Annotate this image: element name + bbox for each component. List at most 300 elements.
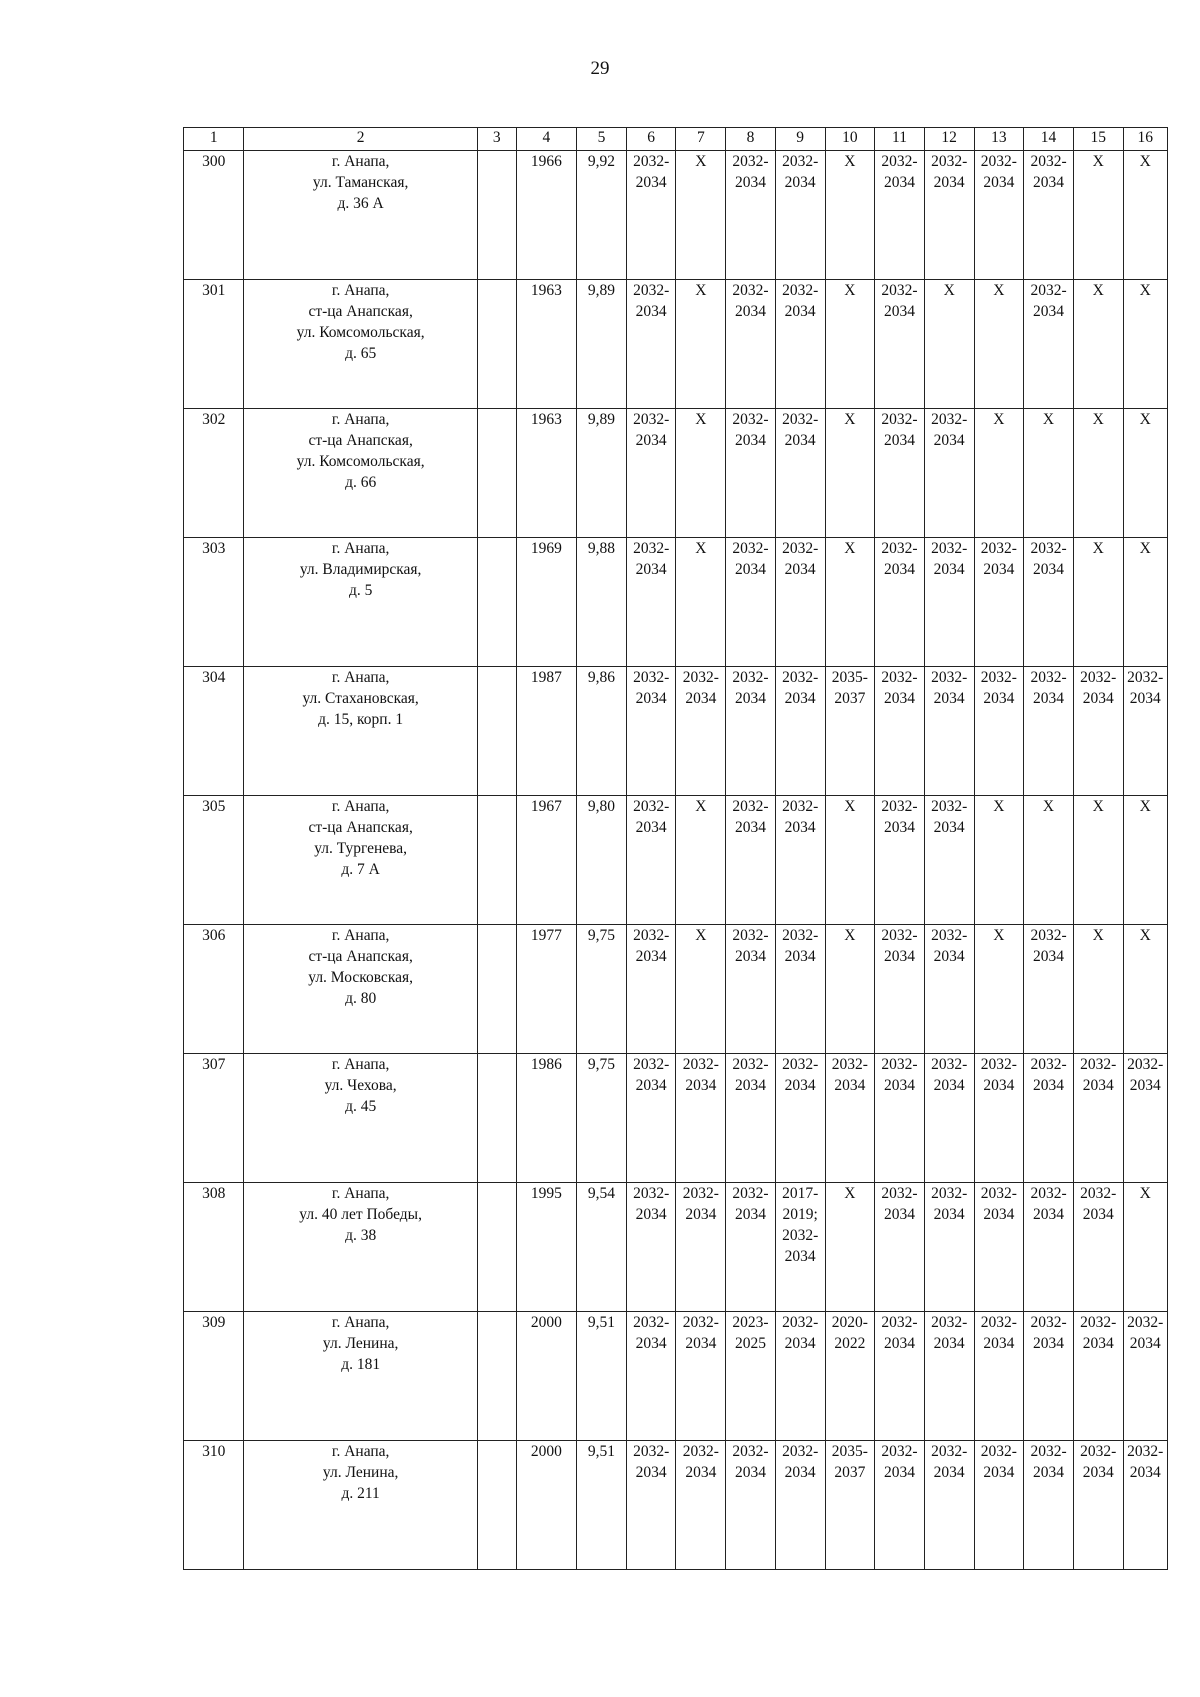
period-line: 2034 — [1129, 1464, 1161, 1481]
period-line: 2034 — [635, 174, 667, 191]
period-line: 2034 — [1033, 948, 1065, 965]
period-cell — [924, 667, 974, 796]
table-row — [184, 796, 1168, 925]
period-line: 2032- — [881, 1314, 918, 1331]
numeric-value: 9,80 — [587, 798, 616, 815]
row-number: 306 — [202, 927, 226, 944]
column-header: 5 — [577, 128, 627, 151]
year-cell — [516, 409, 576, 538]
period-line: 2032- — [682, 1056, 719, 1073]
table-header — [184, 128, 1168, 151]
period-cell — [775, 1054, 825, 1183]
period-line: 2032- — [980, 153, 1017, 170]
period-line: 2032- — [980, 669, 1017, 686]
column-3-cell — [477, 925, 516, 1054]
row-number-cell — [184, 151, 244, 280]
period-line: 2032- — [831, 1056, 868, 1073]
period-line: 2032- — [633, 1185, 670, 1202]
row-number-cell — [184, 796, 244, 925]
period-line: 2032- — [881, 927, 918, 944]
row-number-cell — [184, 409, 244, 538]
column-header: 9 — [775, 128, 825, 151]
period-cell — [726, 796, 776, 925]
column-3-cell — [477, 1183, 516, 1312]
column-3-cell — [477, 1312, 516, 1441]
period-cell — [825, 667, 875, 796]
period-line: Х — [993, 282, 1005, 299]
period-line: 2034 — [1129, 1077, 1161, 1094]
period-line: 2034 — [1129, 690, 1161, 707]
period-line: 2032- — [782, 1443, 819, 1460]
row-number-cell — [184, 667, 244, 796]
row-number: 302 — [202, 411, 226, 428]
address-line: д. 65 — [345, 345, 377, 362]
period-line: 2034 — [884, 690, 915, 707]
address-line: ст-ца Анапская, — [308, 432, 413, 449]
period-line: 2034 — [734, 1206, 766, 1223]
period-line: Х — [1042, 411, 1055, 428]
numeric-value: 9,54 — [587, 1185, 616, 1202]
period-cell — [924, 925, 974, 1054]
period-cell — [875, 151, 925, 280]
period-cell — [726, 1054, 776, 1183]
period-cell — [626, 925, 676, 1054]
address-cell — [244, 667, 477, 796]
period-line: Х — [695, 282, 707, 299]
period-line: 2034 — [933, 690, 965, 707]
numeric-value: 9,51 — [587, 1443, 616, 1460]
period-cell — [924, 1183, 974, 1312]
period-line: 2032- — [1080, 1056, 1117, 1073]
period-line: 2032- — [881, 798, 918, 815]
period-cell — [1024, 796, 1074, 925]
period-line: 2032- — [1127, 1314, 1164, 1331]
period-cell — [1073, 1054, 1123, 1183]
period-line: 2032- — [1127, 1056, 1164, 1073]
row-number: 303 — [202, 540, 226, 557]
period-cell — [626, 1441, 676, 1570]
column-3-cell — [477, 409, 516, 538]
table-row — [184, 1054, 1168, 1183]
period-line: 2034 — [1082, 1335, 1114, 1352]
period-cell — [924, 538, 974, 667]
period-cell — [775, 538, 825, 667]
period-line: 2019; — [782, 1206, 818, 1223]
address-line: ул. Владимирская, — [299, 561, 422, 578]
period-line: 2034 — [1082, 1077, 1114, 1094]
period-cell — [676, 1312, 726, 1441]
period-line: 2034 — [884, 174, 915, 191]
period-cell — [726, 538, 776, 667]
column-header: 10 — [825, 128, 875, 151]
address-cell — [244, 925, 477, 1054]
row-number: 307 — [202, 1056, 226, 1073]
period-line: 2032- — [633, 1056, 670, 1073]
address-cell — [244, 796, 477, 925]
period-cell — [875, 538, 925, 667]
period-line: 2032- — [931, 1056, 968, 1073]
period-line: 2034 — [734, 690, 766, 707]
period-line: 2034 — [884, 561, 915, 578]
address-line: г. Анапа, — [331, 1314, 390, 1331]
period-cell — [1024, 1312, 1074, 1441]
period-line: Х — [1092, 540, 1104, 557]
row-number: 309 — [202, 1314, 226, 1331]
table-row — [184, 1183, 1168, 1312]
period-line: 2032- — [633, 540, 670, 557]
period-line: 2034 — [1033, 174, 1065, 191]
period-cell — [875, 925, 925, 1054]
address-line: ул. Ленина, — [322, 1335, 399, 1352]
period-line: 2034 — [635, 1206, 667, 1223]
period-cell — [1123, 1054, 1167, 1183]
year-value: 1987 — [530, 669, 562, 686]
period-cell — [626, 409, 676, 538]
period-line: 2032- — [732, 1056, 769, 1073]
period-line: 2032- — [732, 927, 769, 944]
value-cell — [577, 151, 627, 280]
period-line: 2032- — [732, 540, 769, 557]
period-line: 2032- — [682, 1443, 719, 1460]
year-value: 1967 — [530, 798, 562, 815]
row-number-cell — [184, 1312, 244, 1441]
address-line: д. 38 — [345, 1227, 377, 1244]
period-cell — [1123, 667, 1167, 796]
period-cell — [676, 1441, 726, 1570]
period-cell — [726, 1441, 776, 1570]
address-line: д. 36 А — [337, 195, 384, 212]
period-line: 2032- — [1030, 1056, 1067, 1073]
period-line: 2032- — [980, 1443, 1017, 1460]
address-cell — [244, 1183, 477, 1312]
period-line: 2032- — [782, 540, 819, 557]
period-line: 2034 — [784, 1248, 816, 1265]
period-cell — [626, 1054, 676, 1183]
year-cell — [516, 796, 576, 925]
table-row — [184, 925, 1168, 1054]
period-cell — [1024, 280, 1074, 409]
year-value: 1963 — [530, 282, 562, 299]
period-line: Х — [1139, 411, 1151, 428]
period-line: 2032- — [980, 1056, 1017, 1073]
year-cell — [516, 280, 576, 409]
period-line: 2034 — [635, 1077, 667, 1094]
period-line: 2034 — [983, 1464, 1015, 1481]
period-line: 2022 — [834, 1335, 866, 1352]
period-cell — [626, 1312, 676, 1441]
period-line: 2034 — [685, 1077, 717, 1094]
period-line: 2032- — [782, 669, 819, 686]
period-line: 2032- — [732, 153, 769, 170]
period-line: 2034 — [1033, 1464, 1065, 1481]
page-number: 29 — [590, 58, 610, 79]
year-cell — [516, 1441, 576, 1570]
period-cell — [974, 151, 1024, 280]
period-cell — [775, 667, 825, 796]
period-line: 2032- — [1030, 1443, 1067, 1460]
period-cell — [825, 925, 875, 1054]
period-cell — [974, 925, 1024, 1054]
period-cell — [875, 409, 925, 538]
period-line: 2034 — [884, 1464, 915, 1481]
period-line: 2032- — [1030, 540, 1067, 557]
column-header: 2 — [244, 128, 477, 151]
period-cell — [1123, 538, 1167, 667]
period-cell — [626, 280, 676, 409]
period-cell — [1073, 1183, 1123, 1312]
period-line: 2034 — [685, 1206, 717, 1223]
year-cell — [516, 667, 576, 796]
column-header: 6 — [626, 128, 676, 151]
period-line: 2034 — [933, 819, 965, 836]
period-line: 2034 — [933, 948, 965, 965]
period-line: 2034 — [1033, 1206, 1065, 1223]
value-cell — [577, 538, 627, 667]
address-line: д. 5 — [348, 582, 373, 599]
period-cell — [924, 280, 974, 409]
period-cell — [1073, 1441, 1123, 1570]
address-line: ул. Таманская, — [312, 174, 409, 191]
period-cell — [1073, 667, 1123, 796]
period-cell — [775, 1441, 825, 1570]
year-cell — [516, 1312, 576, 1441]
period-line: 2034 — [784, 561, 816, 578]
period-line: Х — [844, 1185, 856, 1202]
period-line: 2034 — [635, 561, 667, 578]
period-cell — [1073, 280, 1123, 409]
table-row — [184, 1441, 1168, 1570]
period-line: Х — [1092, 927, 1104, 944]
period-line: 2032- — [931, 798, 968, 815]
period-line: 2032- — [782, 411, 819, 428]
period-line: 2032- — [980, 1185, 1017, 1202]
period-cell — [974, 409, 1024, 538]
numeric-value: 9,89 — [587, 282, 616, 299]
column-header: 16 — [1123, 128, 1167, 151]
year-cell — [516, 925, 576, 1054]
period-line: Х — [1042, 798, 1055, 815]
period-line: 2034 — [1033, 303, 1065, 320]
column-3-cell — [477, 667, 516, 796]
period-line: 2032- — [782, 798, 819, 815]
column-3-cell — [477, 1441, 516, 1570]
period-cell — [726, 667, 776, 796]
period-line: 2034 — [635, 1464, 667, 1481]
address-line: д. 15, корп. 1 — [318, 711, 404, 728]
period-line: 2034 — [933, 561, 965, 578]
period-line: 2032- — [931, 1314, 968, 1331]
period-line: 2034 — [635, 432, 667, 449]
column-3-cell — [477, 796, 516, 925]
period-cell — [1123, 1312, 1167, 1441]
period-cell — [974, 1054, 1024, 1183]
period-line: Х — [1092, 411, 1104, 428]
period-line: 2034 — [635, 819, 667, 836]
period-line: 2034 — [734, 561, 766, 578]
address-cell — [244, 151, 477, 280]
address-cell — [244, 538, 477, 667]
numeric-value: 9,88 — [587, 540, 616, 557]
period-line: 2034 — [784, 819, 816, 836]
year-value: 1995 — [530, 1185, 562, 1202]
column-3-cell — [477, 151, 516, 280]
period-line: 2034 — [884, 303, 915, 320]
period-cell — [775, 409, 825, 538]
period-line: Х — [993, 798, 1005, 815]
period-line: Х — [943, 282, 955, 299]
period-line: 2034 — [933, 1206, 965, 1223]
numeric-value: 9,75 — [587, 1056, 616, 1073]
period-line: 2032- — [633, 1443, 670, 1460]
period-line: Х — [695, 540, 707, 557]
period-cell — [924, 1312, 974, 1441]
address-cell — [244, 1441, 477, 1570]
period-line: 2034 — [983, 561, 1015, 578]
row-number: 305 — [202, 798, 226, 815]
period-cell — [775, 1312, 825, 1441]
period-line: 2032- — [1080, 1185, 1117, 1202]
period-line: 2032- — [1080, 669, 1117, 686]
address-line: г. Анапа, — [331, 1056, 390, 1073]
period-line: 2034 — [933, 1077, 965, 1094]
year-value: 2000 — [530, 1314, 562, 1331]
column-header: 7 — [676, 128, 726, 151]
address-line: ул. Стахановская, — [302, 690, 419, 707]
period-line: 2032- — [931, 1185, 968, 1202]
address-line: г. Анапа, — [331, 1443, 390, 1460]
value-cell — [577, 280, 627, 409]
year-cell — [516, 151, 576, 280]
row-number: 300 — [202, 153, 226, 170]
period-line: 2032- — [1030, 1185, 1067, 1202]
period-line: Х — [844, 540, 856, 557]
table-row — [184, 409, 1168, 538]
period-line: Х — [1139, 282, 1151, 299]
period-line: Х — [844, 411, 856, 428]
period-line: 2034 — [685, 1335, 717, 1352]
year-value: 1977 — [530, 927, 562, 944]
period-line: 2032- — [881, 1056, 918, 1073]
period-line: 2032- — [980, 540, 1017, 557]
period-line: 2032- — [1127, 669, 1164, 686]
period-line: Х — [844, 282, 856, 299]
period-cell — [875, 1441, 925, 1570]
period-line: 2034 — [983, 1077, 1015, 1094]
period-line: 2032- — [782, 153, 819, 170]
period-line: 2020- — [831, 1314, 868, 1331]
housing-registry-table — [183, 127, 1168, 1570]
year-value: 1969 — [530, 540, 562, 557]
period-cell — [825, 1312, 875, 1441]
period-line: 2032- — [782, 1314, 819, 1331]
year-value: 1986 — [530, 1056, 562, 1073]
period-line: 2032- — [633, 669, 670, 686]
period-line: 2034 — [884, 948, 915, 965]
period-line: 2034 — [784, 1464, 816, 1481]
period-line: Х — [1139, 540, 1151, 557]
row-number: 308 — [202, 1185, 226, 1202]
period-line: 2032- — [732, 1185, 769, 1202]
period-line: 2032- — [732, 411, 769, 428]
period-cell — [726, 280, 776, 409]
table-row — [184, 1312, 1168, 1441]
period-line: 2034 — [685, 690, 717, 707]
column-header: 3 — [477, 128, 516, 151]
period-line: 2034 — [884, 432, 915, 449]
period-line: 2032- — [931, 540, 968, 557]
period-line: Х — [1139, 153, 1151, 170]
column-header: 12 — [924, 128, 974, 151]
period-line: 2032- — [782, 1056, 819, 1073]
period-line: Х — [844, 798, 856, 815]
year-value: 1966 — [530, 153, 562, 170]
row-number-cell — [184, 538, 244, 667]
period-line: 2034 — [884, 1077, 915, 1094]
period-cell — [875, 1054, 925, 1183]
period-line: 2034 — [884, 1206, 915, 1223]
period-cell — [626, 667, 676, 796]
period-line: 2034 — [635, 690, 667, 707]
period-cell — [775, 796, 825, 925]
address-line: г. Анапа, — [331, 1185, 390, 1202]
period-line: 2034 — [635, 303, 667, 320]
period-cell — [924, 151, 974, 280]
period-cell — [825, 796, 875, 925]
period-line: Х — [1092, 153, 1104, 170]
period-cell — [626, 1183, 676, 1312]
row-number-cell — [184, 1441, 244, 1570]
value-cell — [577, 1441, 627, 1570]
period-cell — [1123, 796, 1167, 925]
row-number: 301 — [202, 282, 226, 299]
period-cell — [676, 796, 726, 925]
period-line: 2034 — [734, 174, 766, 191]
period-line: 2034 — [734, 819, 766, 836]
numeric-value: 9,51 — [587, 1314, 616, 1331]
year-cell — [516, 538, 576, 667]
header-row — [184, 128, 1168, 151]
period-cell — [875, 1312, 925, 1441]
period-cell — [1073, 1312, 1123, 1441]
period-cell — [676, 409, 726, 538]
period-line: 2032- — [633, 927, 670, 944]
column-header: 15 — [1073, 128, 1123, 151]
period-line: 2032- — [881, 669, 918, 686]
address-line: ул. 40 лет Победы, — [299, 1206, 422, 1223]
address-line: г. Анапа, — [331, 669, 390, 686]
period-cell — [626, 151, 676, 280]
address-line: г. Анапа, — [331, 411, 390, 428]
row-number-cell — [184, 280, 244, 409]
period-cell — [825, 409, 875, 538]
period-line: Х — [993, 927, 1005, 944]
table-body — [184, 151, 1168, 1570]
period-cell — [676, 151, 726, 280]
period-cell — [726, 1183, 776, 1312]
period-cell — [626, 538, 676, 667]
period-line: 2032- — [980, 1314, 1017, 1331]
period-line: 2032- — [1030, 1314, 1067, 1331]
period-cell — [1024, 1441, 1074, 1570]
period-line: 2032- — [633, 1314, 670, 1331]
address-line: ул. Московская, — [308, 969, 413, 986]
period-line: 2034 — [784, 948, 816, 965]
period-cell — [1123, 151, 1167, 280]
period-line: 2032- — [881, 282, 918, 299]
year-value: 2000 — [530, 1443, 562, 1460]
period-cell — [676, 1054, 726, 1183]
period-cell — [1024, 667, 1074, 796]
